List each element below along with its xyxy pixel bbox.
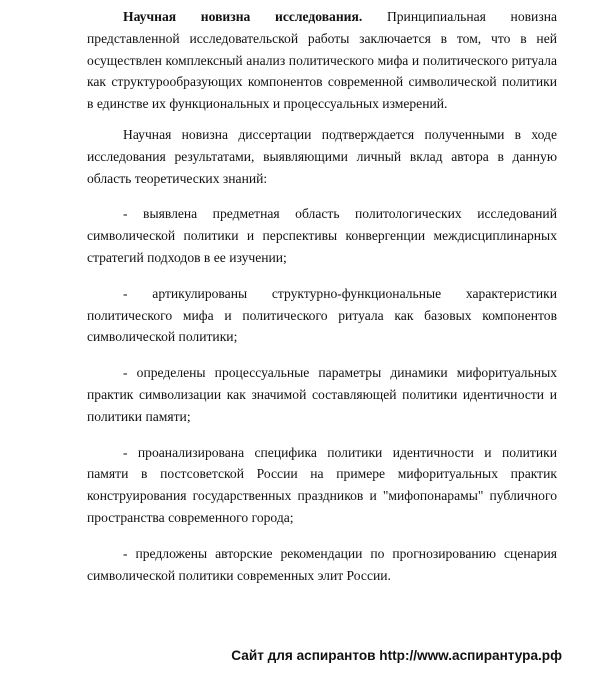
site-watermark: Сайт для аспирантов http://www.аспирантура.рф <box>231 648 562 663</box>
list-item: - предложены авторские рекомендации по прогнозированию сценария символической политики современных элит России. <box>87 545 557 583</box>
results-intro-paragraph: Научная новизна диссертации подтверждается полученными в ходе исследования результатами, выявляющими личный вклад автора в данную область теоретических знаний: <box>87 126 557 186</box>
novelty-paragraph <box>87 6 557 115</box>
list-item: - проанализирована специфика политики идентичности и политики памяти в постсоветской России на примере мифоритуальных практик конструирования государственных праздников и "мифопонарамы" публичного пространства современного города; <box>87 444 557 525</box>
list-item: - выявлена предметная область политологических исследований символической политики и перспективы конвергенции междисциплинарных стратегий подходов в ее изучении; <box>87 206 557 265</box>
document-body <box>87 6 557 586</box>
novelty-text: Принципиальная новизна представленной исследовательской работы заключается в том, что в ней осуществлен комплексный анализ политического мифа и политического ритуала как структурообразующих компонентов современной символической политики в единстве их функциональных и процессуальных измерений. <box>87 9 557 112</box>
novelty-heading: Научная новизна исследования. <box>123 9 363 24</box>
list-item: - определены процессуальные параметры динамики мифоритуальных практик символизации как значимой составляющей политики идентичности и политики памяти; <box>87 365 557 424</box>
list-item: - артикулированы структурно-функциональные характеристики политического мифа и политического ритуала как базовых компонентов символической политики; <box>87 285 557 345</box>
